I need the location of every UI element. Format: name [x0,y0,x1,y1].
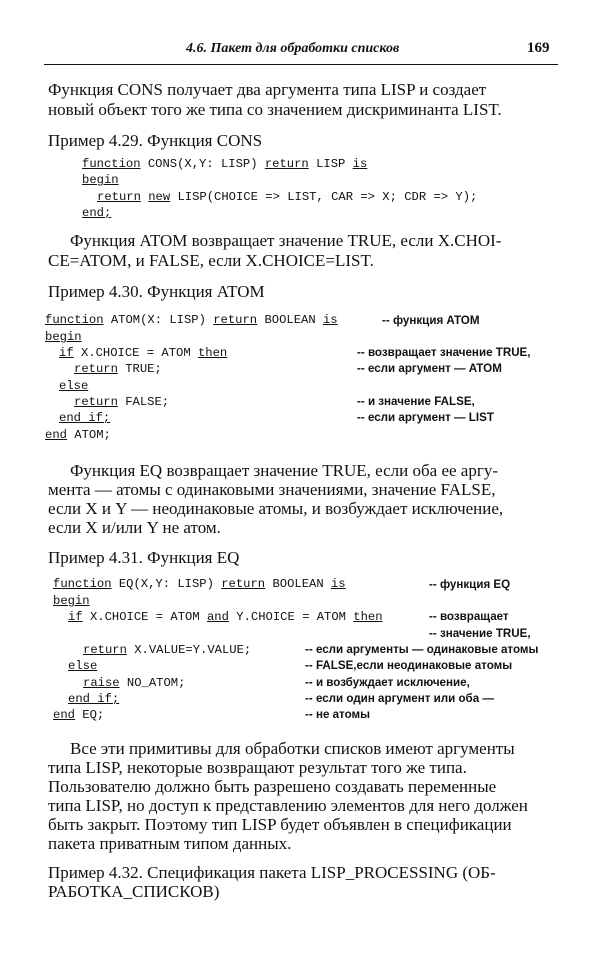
code-line: end if; [68,692,120,706]
code-line: else [59,379,89,393]
paragraph-line: быть закрыт. Поэтому тип LISP будет объявлен в спецификации [48,815,512,834]
keyword: end [53,708,75,722]
code-comment: -- если аргумент — ATOM [357,362,502,375]
keyword: function [45,313,104,327]
keyword: function [53,577,112,591]
keyword: and [206,610,229,624]
paragraph-line: Функция ATOM возвращает значение TRUE, если X.CHOI- [70,231,502,250]
code-line: begin [82,173,119,187]
code-comment: -- функция ATOM [382,314,480,327]
code-comment: -- значение TRUE, [429,627,531,640]
code-line: end EQ; [53,708,105,722]
example-caption: Пример 4.30. Функция ATOM [48,282,265,301]
paragraph-line: новый объект того же типа со значением дискриминанта LIST. [48,100,502,119]
code-line: return FALSE; [74,395,170,409]
keyword: return [74,362,118,376]
code-comment: -- FALSE,если неодинаковые атомы [305,659,513,672]
code-line: if X.CHOICE = ATOM and Y.CHOICE = ATOM then [68,610,383,624]
paragraph-line: Пользователю должно быть разрешено создавать переменные [48,777,497,796]
keyword: return [74,395,118,409]
code-comment: -- если аргументы — одинаковые атомы [305,643,539,656]
keyword: is [322,313,338,327]
paragraph-line: пакета приватным типом данных. [48,834,292,853]
code-comment: -- если один аргумент или оба — [305,692,494,705]
paragraph-line: типа LISP, но доступ к представлению элементов для него должен [48,796,528,815]
code-line: end if; [59,411,111,425]
keyword: return [213,313,258,327]
paragraph-line: Функция EQ возвращает значение TRUE, если оба ее аргу- [70,461,498,480]
code-comment: -- возвращает [429,610,509,623]
code-line: return X.VALUE=Y.VALUE; [83,643,252,657]
example-caption: Пример 4.31. Функция EQ [48,548,240,567]
paragraph-line: мента — атомы с одинаковыми значениями, значение FALSE, [48,480,496,499]
code-line: begin [53,594,90,608]
keyword: return [83,643,127,657]
example-caption: Пример 4.29. Функция CONS [48,131,263,150]
code-comment: -- и значение FALSE, [357,395,475,408]
keyword: return [97,190,141,204]
code-line: else [68,659,98,673]
code-comment: -- если аргумент — LIST [357,411,494,424]
example-caption: Пример 4.32. Спецификация пакета LISP_PROCESSING (ОБ- [48,863,496,882]
code-line: if X.CHOICE = ATOM then [59,346,228,360]
keyword: then [353,610,383,624]
header-rule [44,64,558,65]
paragraph-line: Функция CONS получает два аргумента типа LISP и создает [48,80,487,99]
paragraph-line: если X и/или Y не атом. [48,518,221,537]
keyword: end [45,428,67,442]
keyword: is [330,577,346,591]
keyword: function [82,157,141,171]
page-number: 169 [527,40,550,56]
keyword: return [221,577,266,591]
keyword: return [264,157,309,171]
code-line: function CONS(X,Y: LISP) return LISP is [82,157,368,171]
code-line: return TRUE; [74,362,162,376]
code-comment: -- функция EQ [429,578,511,591]
paragraph-line: типа LISP, некоторые возвращают результат того же типа. [48,758,467,777]
paragraph-line: Все эти примитивы для обработки списков имеют аргументы [70,739,515,758]
code-comment: -- и возбуждает исключение, [305,676,470,689]
code-line: begin [45,330,82,344]
keyword: new [148,190,171,204]
code-comment: -- не атомы [305,708,370,721]
code-comment: -- возвращает значение TRUE, [357,346,531,359]
paragraph-line: если X и Y — неодинаковые атомы, и возбуждает исключение, [48,499,504,518]
example-caption: РАБОТКА_СПИСКОВ) [48,882,220,901]
keyword: is [352,157,368,171]
paragraph-line: CE=ATOM, и FALSE, если X.CHOICE=LIST. [48,251,374,270]
code-line: end ATOM; [45,428,111,442]
code-line: end; [82,206,112,220]
keyword: raise [83,676,120,690]
code-line: raise NO_ATOM; [83,676,186,690]
keyword: then [197,346,228,360]
code-line: function EQ(X,Y: LISP) return BOOLEAN is [53,577,346,591]
keyword: if [59,346,74,360]
code-line: return new LISP(CHOICE => LIST, CAR => X; CDR => Y); [97,190,478,204]
running-header-title: 4.6. Пакет для обработки списков [186,41,400,56]
code-line: function ATOM(X: LISP) return BOOLEAN is [45,313,338,327]
keyword: if [68,610,83,624]
